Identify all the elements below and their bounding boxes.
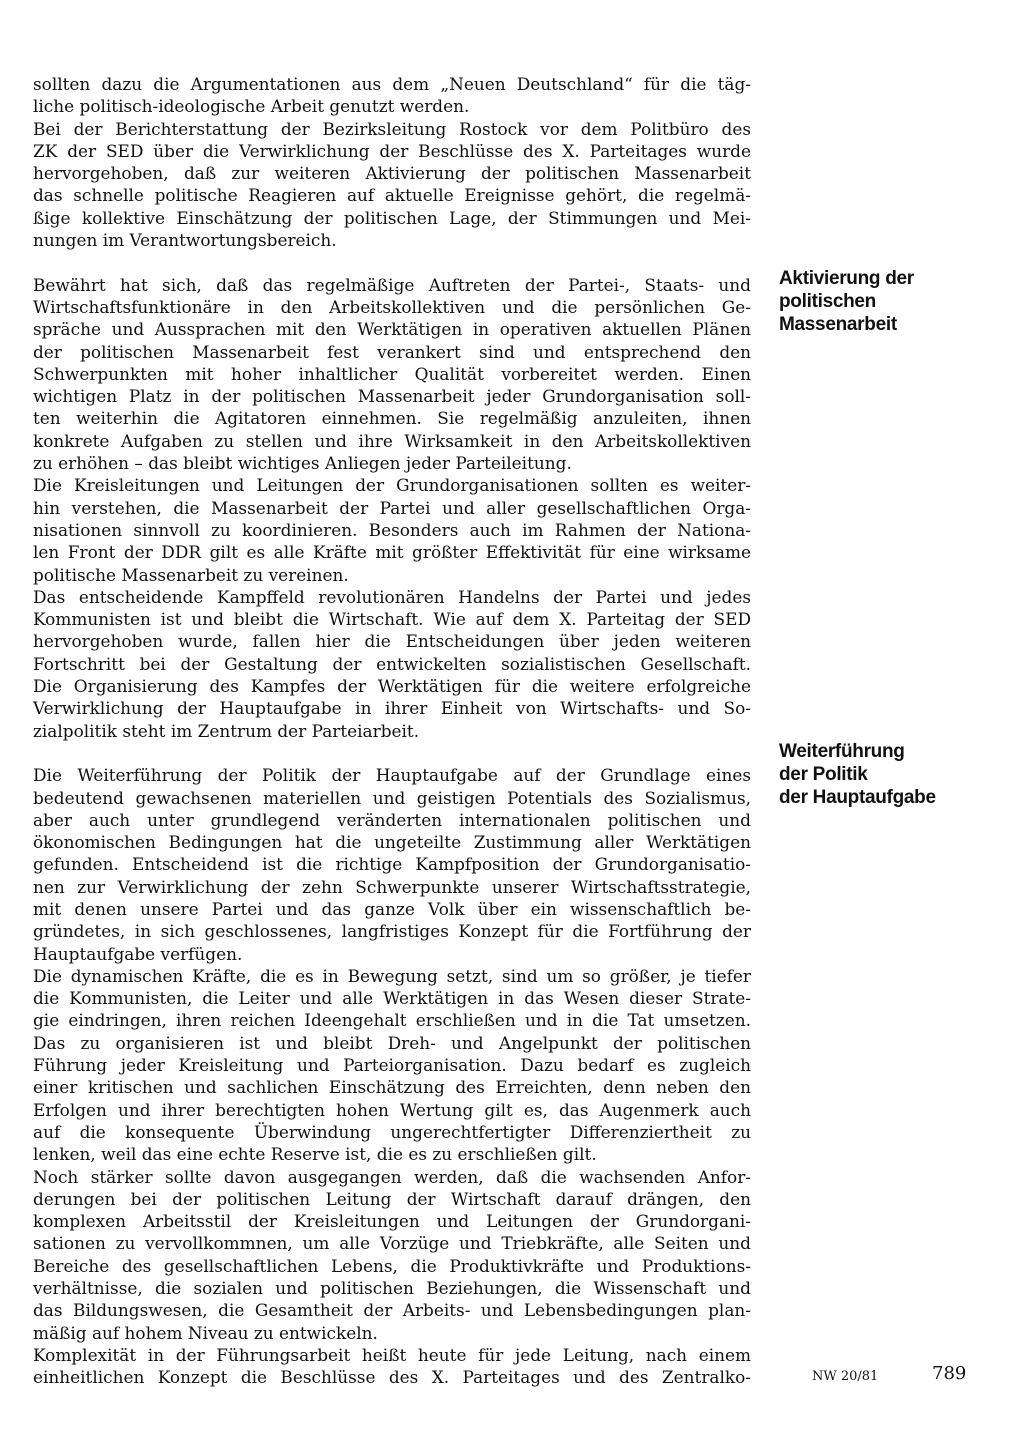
text-line: Schwerpunkten mit hoher inhaltlicher Qualität vorbereitet werden. Einen — [33, 363, 751, 384]
text-line: Das zu organisieren ist und bleibt Dreh- und Angelpunkt der politischen — [33, 1032, 751, 1053]
text-line: nungen im Verantwortungsbereich. — [33, 230, 337, 251]
text-line: gründetes, in sich geschlossenes, langfristiges Konzept für die Fortführung der — [33, 921, 751, 942]
text-line: Wirtschaftsfunktionäre in den Arbeitskollektiven und die persönlichen Ge- — [33, 296, 751, 317]
marginal-heading-line: der Politik — [779, 764, 868, 785]
text-line: Führung jeder Kreisleitung und Parteiorganisation. Dazu bedarf es zugleich — [33, 1055, 751, 1076]
marginal-heading-aktivierung — [779, 267, 999, 336]
text-line: gefunden. Entscheidend ist die richtige Kampfposition der Grundorganisatio- — [33, 854, 751, 875]
text-line: hervorgehoben wurde, fallen hier die Entscheidungen über jeden weiteren — [33, 631, 751, 652]
text-line: Fortschritt bei der Gestaltung der entwickelten sozialistischen Gesellschaft. — [33, 653, 751, 674]
text-line: Noch stärker sollte davon ausgegangen werden, daß die wachsenden Anfor- — [33, 1166, 751, 1187]
text-line: auf die konsequente Überwindung ungerechtfertigter Differenziertheit zu — [33, 1121, 751, 1142]
section-gap — [33, 251, 751, 273]
text-line: komplexen Arbeitsstil der Kreisleitungen und Leitungen der Grundorgani- — [33, 1211, 751, 1232]
marginal-heading-line: Weiterführung — [779, 741, 905, 762]
text-line: gie eindringen, ihren reichen Ideengehalt erschließen und in die Tat umsetzen. — [33, 1010, 751, 1031]
text-line: spräche und Aussprachen mit den Werktätigen in operativen aktuellen Plänen — [33, 319, 751, 340]
text-line: wichtigen Platz in der politischen Massenarbeit jeder Grundorganisation soll- — [33, 386, 751, 407]
text-line: bedeutend gewachsenen materiellen und geistigen Potentials des Sozialismus, — [33, 787, 751, 808]
text-line: hin verstehen, die Massenarbeit der Partei und aller gesellschaftlichen Orga- — [33, 497, 751, 518]
text-line: aber auch unter grundlegend veränderten internationalen politischen und — [33, 809, 751, 830]
paragraph-block-3 — [33, 764, 751, 1388]
body-text-column — [33, 73, 751, 1389]
text-line: ßige kollektive Einschätzung der politischen Lage, der Stimmungen und Mei- — [33, 207, 751, 228]
text-line: mit denen unsere Partei und das ganze Volk über ein wissenschaftlich be- — [33, 898, 751, 919]
text-line: sollten dazu die Argumentationen aus dem „Neuen Deutschland“ für die täg- — [33, 74, 751, 94]
text-line: Kommunisten ist und bleibt die Wirtschaft. Wie auf dem X. Parteitag der SED — [33, 609, 751, 630]
text-line: politische Massenarbeit zu vereinen. — [33, 564, 349, 585]
marginal-heading-line: der Hauptaufgabe — [779, 787, 936, 808]
text-line: verhältnisse, die sozialen und politischen Beziehungen, die Wissenschaft und — [33, 1278, 751, 1299]
text-line: Erfolgen und ihrer berechtigten hohen Wertung gilt es, das Augenmerk auch — [33, 1099, 751, 1120]
text-line: Bereiche des gesellschaftlichen Lebens, die Produktivkräfte und Produktions- — [33, 1255, 751, 1276]
text-line: liche politisch-ideologische Arbeit genutzt werden. — [33, 96, 470, 117]
paragraph-block-1 — [33, 73, 751, 251]
text-line: hervorgehoben, daß zur weiteren Aktivierung der politischen Massenarbeit — [33, 163, 751, 184]
text-line: nen zur Verwirklichung der zehn Schwerpunkte unserer Wirtschaftsstrategie, — [33, 876, 751, 897]
text-line: konkrete Aufgaben zu stellen und ihre Wirksamkeit in den Arbeitskollektiven — [33, 430, 751, 451]
text-line: der politischen Massenarbeit fest verankert sind und entsprechend den — [33, 341, 751, 362]
text-line: Komplexität in der Führungsarbeit heißt heute für jede Leitung, nach einem — [33, 1344, 751, 1365]
paragraph-block-2 — [33, 274, 751, 742]
text-line: len Front der DDR gilt es alle Kräfte mit größter Effektivität für eine wirksame — [33, 542, 751, 563]
text-line: derungen bei der politischen Leitung der Wirtschaft darauf drängen, den — [33, 1188, 751, 1209]
text-line: lenken, weil das eine echte Reserve ist, die es zu erschließen gilt. — [33, 1144, 597, 1165]
text-line: Bewährt hat sich, daß das regelmäßige Auftreten der Partei-, Staats- und — [33, 274, 751, 295]
text-line: mäßig auf hohem Niveau zu entwickeln. — [33, 1322, 378, 1343]
page-number: 789 — [932, 1363, 967, 1384]
marginal-heading-line: Massenarbeit — [779, 314, 897, 335]
text-line: zu erhöhen – das bleibt wichtiges Anliegen jeder Parteileitung. — [33, 453, 572, 474]
text-line: ZK der SED über die Verwirklichung der Beschlüsse des X. Parteitages wurde — [33, 140, 751, 161]
text-line: sationen zu vervollkommnen, um alle Vorzüge und Triebkräfte, alle Seiten und — [33, 1233, 751, 1254]
text-line: ökonomischen Bedingungen hat die ungeteilte Zustimmung aller Werktätigen — [33, 832, 751, 853]
text-line: einheitlichen Konzept die Beschlüsse des X. Parteitages und des Zentralko- — [33, 1367, 751, 1388]
marginal-heading-weiterfuehrung — [779, 740, 999, 809]
text-line: zialpolitik steht im Zentrum der Parteiarbeit. — [33, 720, 420, 741]
text-line: Die dynamischen Kräfte, die es in Bewegung setzt, sind um so größer, je tiefer — [33, 965, 751, 986]
text-line: das schnelle politische Reagieren auf aktuelle Ereignisse gehört, die regelmä- — [33, 185, 751, 206]
text-line: ten weiterhin die Agitatoren einnehmen. Sie regelmäßig anzuleiten, ihnen — [33, 408, 751, 429]
text-line: das Bildungswesen, die Gesamtheit der Arbeits- und Lebensbedingungen plan- — [33, 1300, 751, 1321]
text-line: Hauptaufgabe verfügen. — [33, 943, 243, 964]
text-line: Bei der Berichterstattung der Bezirksleitung Rostock vor dem Politbüro des — [33, 118, 751, 139]
text-line: Verwirklichung der Hauptaufgabe in ihrer Einheit von Wirtschafts- und So- — [33, 698, 751, 719]
text-line: nisationen sinnvoll zu koordinieren. Besonders auch im Rahmen der Nationa- — [33, 519, 751, 540]
section-gap — [33, 742, 751, 764]
marginal-heading-line: politischen — [779, 291, 876, 312]
journal-issue-mark: NW 20/81 — [812, 1369, 879, 1384]
text-line: die Kommunisten, die Leiter und alle Werktätigen in das Wesen dieser Strate- — [33, 988, 751, 1009]
text-line: Die Kreisleitungen und Leitungen der Grundorganisationen sollten es weiter- — [33, 475, 751, 496]
marginal-heading-line: Aktivierung der — [779, 268, 914, 289]
text-line: Das entscheidende Kampffeld revolutionären Handelns der Partei und jedes — [33, 586, 751, 607]
text-line: einer kritischen und sachlichen Einschätzung des Erreichten, denn neben den — [33, 1077, 751, 1098]
text-line: Die Organisierung des Kampfes der Werktätigen für die weitere erfolgreiche — [33, 676, 751, 697]
text-line: Die Weiterführung der Politik der Hauptaufgabe auf der Grundlage eines — [33, 765, 751, 786]
